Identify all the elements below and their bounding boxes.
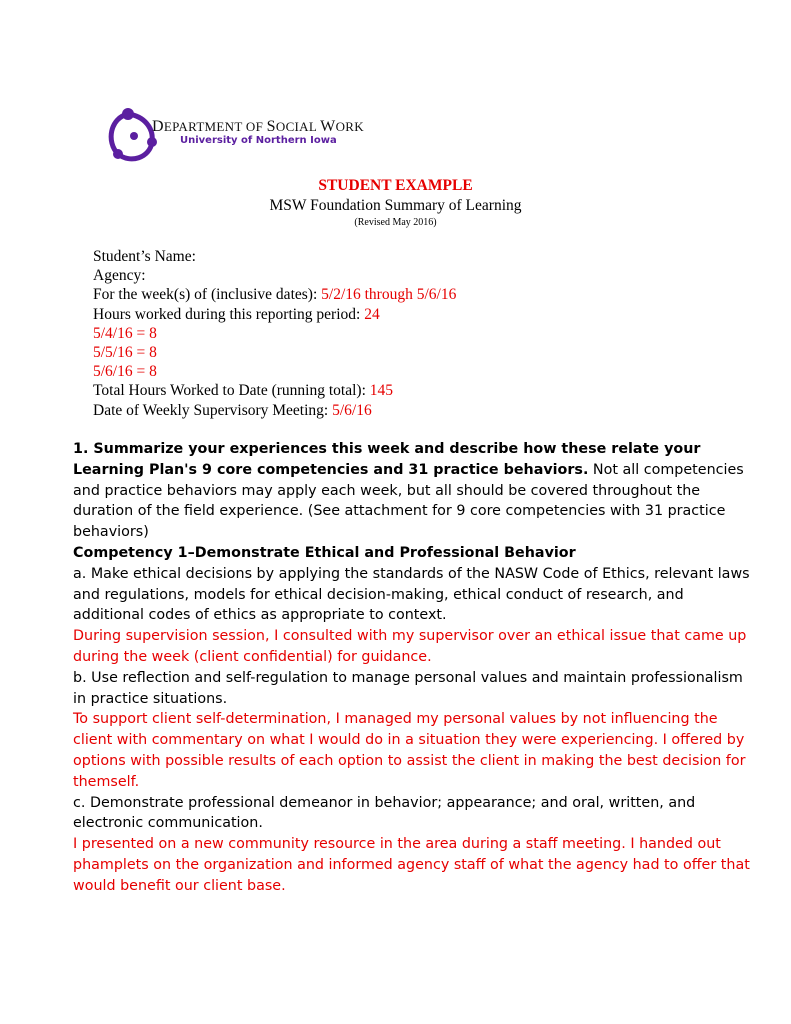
meeting-date-label: Date of Weekly Supervisory Meeting:	[93, 401, 333, 419]
total-hours-value: 145	[369, 382, 394, 400]
response-c: I presented on a new community resource in the area during a staff meeting. I handed out phamplets on the organization and informed agency staff of what the agency had to offer that would benefit our client base.	[73, 836, 750, 894]
competency-heading: Competency 1–Demonstrate Ethical and Professional Behavior	[73, 545, 576, 561]
hours-value: 24	[364, 305, 380, 323]
agency-field	[93, 266, 456, 285]
weeks-label: For the week(s) of (inclusive dates):	[93, 286, 322, 304]
weeks-value: 5/2/16 through 5/6/16	[321, 286, 457, 304]
hours-label: Hours worked during this reporting period:	[93, 305, 365, 323]
meeting-date-field	[93, 401, 456, 420]
hours-field	[93, 305, 456, 324]
agency-label: Agency:	[93, 267, 146, 285]
question-1-prompt: 1. Summarize your experiences this week and describe how these relate your Learning Plan's 9 core competencies and 31 practice behaviors.	[73, 441, 701, 478]
daily-hours-entry: 5/5/16 = 8	[93, 344, 157, 362]
student-name-field	[93, 247, 456, 266]
meeting-date-value: 5/6/16	[332, 401, 372, 419]
question-1	[73, 439, 753, 543]
revision-note: (Revised May 2016)	[354, 217, 437, 228]
document-title: STUDENT EXAMPLE	[318, 177, 473, 194]
response-a: During supervision session, I consulted with my supervisor over an ethical issue that came up during the week (client confidential) for guidance.	[73, 628, 747, 665]
practice-behavior-b: b. Use reflection and self-regulation to manage personal values and maintain professionalism in practice situations.	[73, 669, 743, 707]
question-1-instructions: Not all competencies and practice behaviors may apply each week, but all should be covered throughout the duration of the field experience. (See attachment for 9 core competencies with 31 practice behaviors)	[73, 461, 744, 541]
student-info-block	[93, 247, 456, 420]
total-hours-field	[93, 381, 456, 400]
practice-behavior-c: c. Demonstrate professional demeanor in behavior; appearance; and oral, written, and electronic communication.	[73, 794, 696, 832]
weeks-field	[93, 285, 456, 304]
total-hours-label: Total Hours Worked to Date (running total):	[93, 382, 370, 400]
daily-hours-entry: 5/4/16 = 8	[93, 324, 157, 342]
logo-department-name: DEPARTMENT OF SOCIAL WORK	[152, 118, 364, 135]
logo-university-name: University of Northern Iowa	[180, 135, 337, 146]
student-name-label: Student’s Name:	[93, 248, 196, 265]
daily-hours-entry: 5/6/16 = 8	[93, 363, 157, 381]
document-header	[0, 176, 791, 229]
document-subtitle: MSW Foundation Summary of Learning	[269, 197, 522, 214]
practice-behavior-a: a. Make ethical decisions by applying the standards of the NASW Code of Ethics, relevant laws and regulations, models for ethical decision-making, ethical conduct of research, and additional codes of ethics as appropriate to context.	[73, 565, 750, 624]
response-b: To support client self-determination, I managed my personal values by not influencing the client with commentary on what I would do in a situation they were experiencing. I offered by options with possible results of each option to assist the client in making the best decision for themself.	[73, 711, 746, 790]
competency-1-section	[73, 543, 753, 897]
